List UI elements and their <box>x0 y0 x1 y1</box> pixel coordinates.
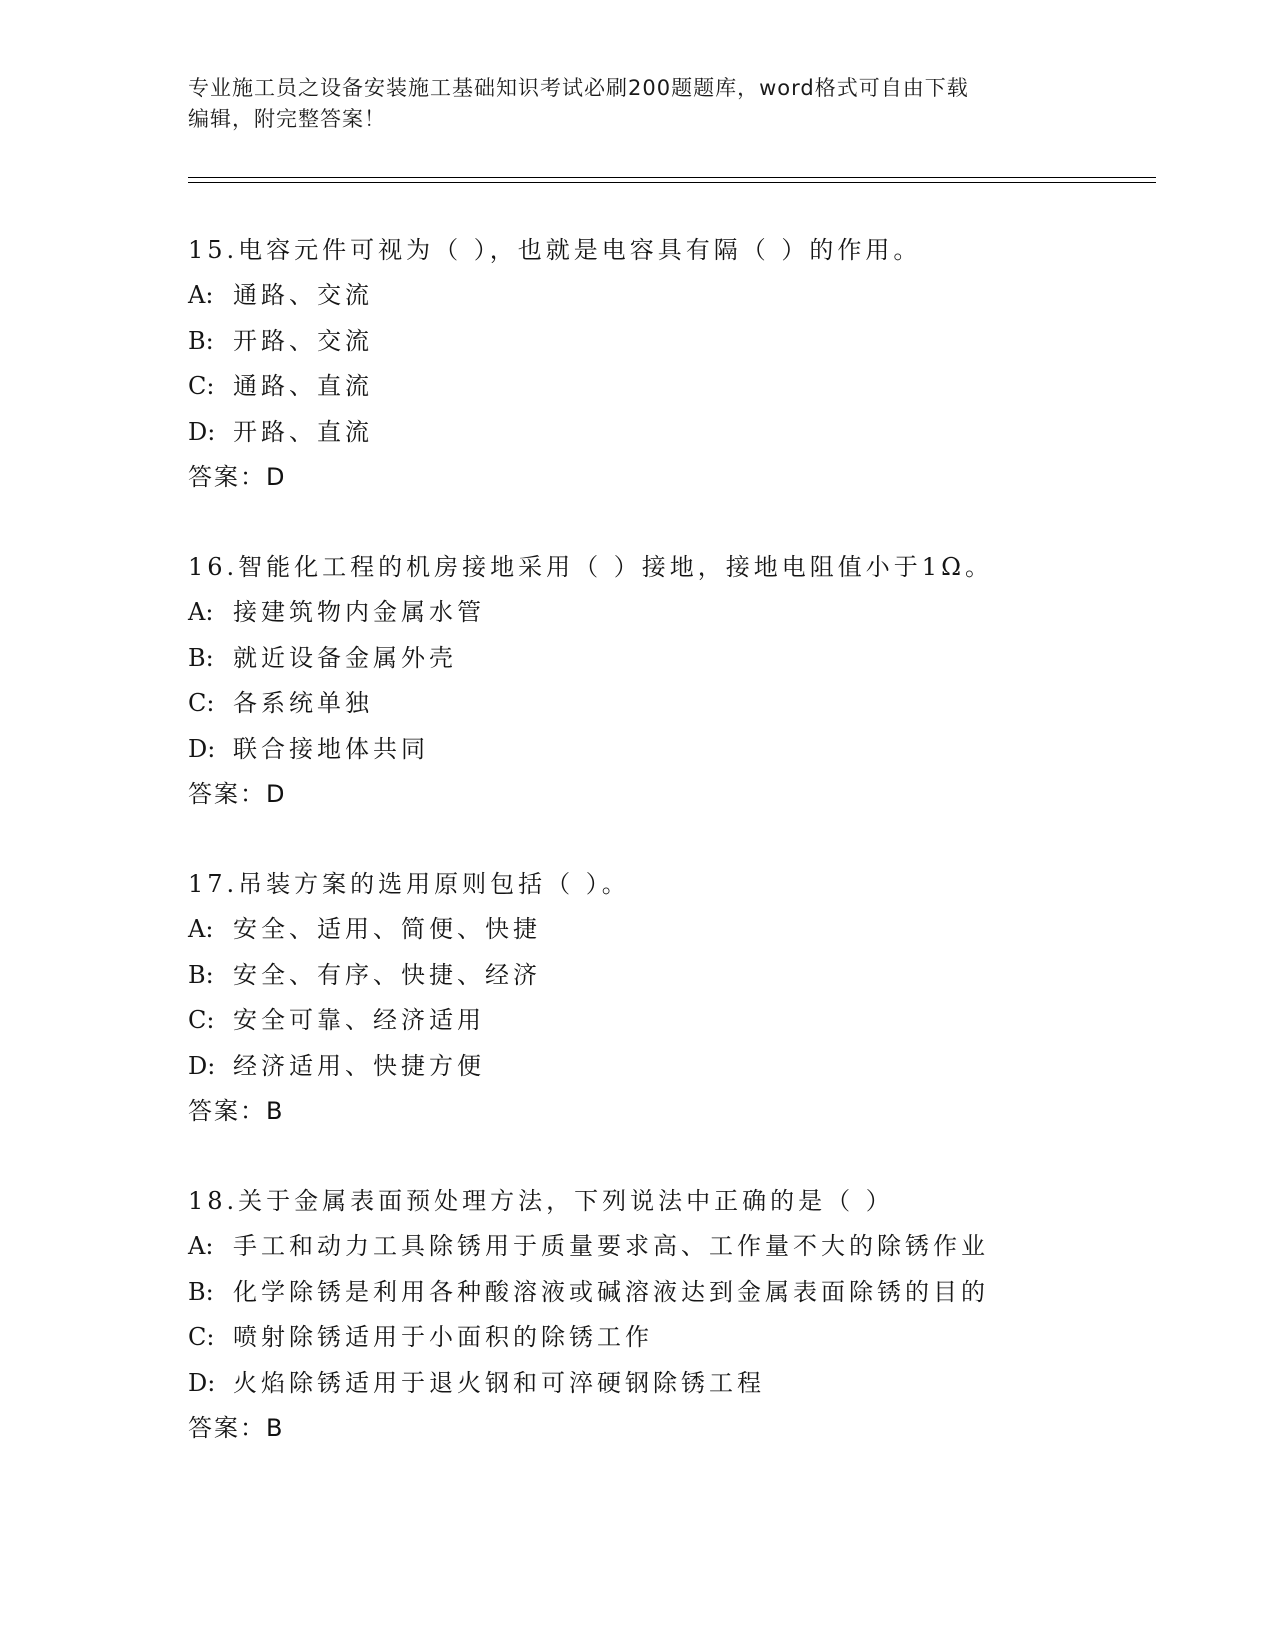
option-b <box>188 636 1168 682</box>
option-text: 安全可靠、经济适用 <box>233 1006 485 1034</box>
option-text: 经济适用、快捷方便 <box>233 1051 485 1080</box>
option-c <box>188 681 1168 727</box>
option-key: A: <box>188 915 214 943</box>
option-a <box>188 1224 1168 1270</box>
header-divider-top <box>188 177 1156 178</box>
option-text: 接建筑物内金属水管 <box>233 598 485 626</box>
option-text: 化学除锈是利用各种酸溶液或碱溶液达到金属表面除锈的目的 <box>233 1277 989 1306</box>
answer-line: 答案：D <box>188 780 287 808</box>
answer-line: 答案：D <box>188 463 287 491</box>
option-key: B: <box>188 1277 214 1306</box>
option-c <box>188 1315 1168 1361</box>
option-text: 喷射除锈适用于小面积的除锈工作 <box>233 1323 653 1351</box>
option-key: B: <box>188 326 214 355</box>
question-stem: 16.智能化工程的机房接地采用（ ）接地，接地电阻值小于1Ω。 <box>188 553 993 581</box>
option-d <box>188 1044 1168 1090</box>
option-text: 手工和动力工具除锈用于质量要求高、工作量不大的除锈作业 <box>233 1232 989 1260</box>
option-c <box>188 364 1168 410</box>
option-key: D: <box>188 1051 216 1080</box>
option-key: C: <box>188 1323 215 1351</box>
question-15 <box>188 228 1168 500</box>
question-stem: 18.关于金属表面预处理方法，下列说法中正确的是（ ） <box>188 1187 894 1215</box>
option-key: B: <box>188 643 214 672</box>
answer-line: 答案：B <box>188 1414 285 1442</box>
option-text: 通路、交流 <box>233 281 373 309</box>
option-d <box>188 410 1168 456</box>
option-text: 安全、有序、快捷、经济 <box>233 960 541 989</box>
option-b <box>188 319 1168 365</box>
option-text: 安全、适用、简便、快捷 <box>233 915 541 943</box>
option-key: C: <box>188 689 215 717</box>
option-key: A: <box>188 1232 214 1260</box>
option-key: A: <box>188 598 214 626</box>
option-text: 火焰除锈适用于退火钢和可淬硬钢除锈工程 <box>233 1368 765 1397</box>
option-text: 通路、直流 <box>233 372 373 400</box>
option-key: D: <box>188 417 216 446</box>
option-key: C: <box>188 372 215 400</box>
header-title-line-2: 编辑，附完整答案！ <box>188 107 386 131</box>
option-c <box>188 998 1168 1044</box>
option-key: D: <box>188 1368 216 1397</box>
question-18 <box>188 1179 1168 1451</box>
option-text: 开路、交流 <box>233 326 373 355</box>
header-divider-bottom <box>188 182 1156 183</box>
document-header <box>188 73 1088 135</box>
option-b <box>188 953 1168 999</box>
option-a <box>188 273 1168 319</box>
option-text: 各系统单独 <box>233 689 373 717</box>
option-a <box>188 590 1168 636</box>
option-key: C: <box>188 1006 215 1034</box>
option-a <box>188 907 1168 953</box>
option-b <box>188 1270 1168 1316</box>
header-title-line-1: 专业施工员之设备安装施工基础知识考试必刷200题题库，word格式可自由下载 <box>188 76 969 100</box>
option-text: 就近设备金属外壳 <box>233 643 457 672</box>
option-text: 开路、直流 <box>233 417 373 446</box>
answer-line: 答案：B <box>188 1097 285 1125</box>
option-d <box>188 1361 1168 1407</box>
option-key: D: <box>188 734 216 763</box>
option-text: 联合接地体共同 <box>233 734 429 763</box>
question-stem: 17.吊装方案的选用原则包括（ ）。 <box>188 870 630 898</box>
question-stem: 15.电容元件可视为（ ），也就是电容具有隔（ ）的作用。 <box>188 236 922 264</box>
question-16 <box>188 545 1168 817</box>
option-d <box>188 727 1168 773</box>
option-key: A: <box>188 281 214 309</box>
option-key: B: <box>188 960 214 989</box>
question-17 <box>188 862 1168 1134</box>
